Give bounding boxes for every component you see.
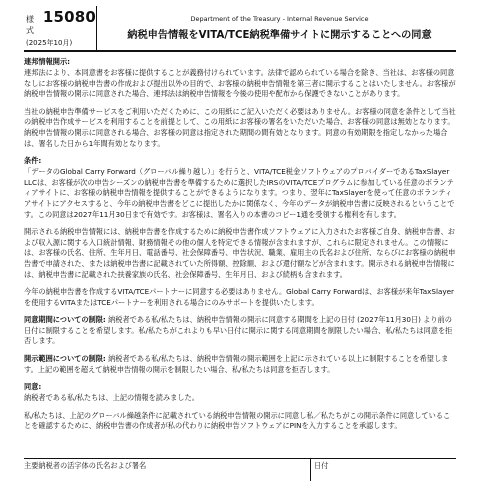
consent-period-body: 納税者である私/私たちは、納税申告情報の開示に同意する期間を上記の日付 (2027年11月30日) より前の日付に制限することを希望します。私/私たちがこれよりも早い日付に開示に関する同意期間を制限したい場合、私/私たちは同意を拒否します。 bbox=[24, 315, 453, 346]
form-content bbox=[24, 52, 456, 432]
primary-taxpayer-signature-field[interactable]: 主要納税者の活字体の氏名および署名 bbox=[24, 459, 311, 481]
signature-date-field[interactable]: 日付 bbox=[314, 461, 329, 470]
disclosed-info-paragraph: 開示される納税申告情報には、納税申告書を作成するために納税申告書作成ソフトウェアに入力されたお客様ご自身、納税申告書、および収入源に関する入口統計情報、財務情報その他の個人を特定できる情報が含まれますが、これらに限定されません。この情報には、お客様の氏名、住所、生年月日、電話番号、社会保障番号、申告状況、職業、雇用主の氏名および住所、ならびにお客様の納税申告書で申請された、または納税申告書に記載されていた所得額、控除額、および還付額などが含まれます。開示される納税申告情報には、納税申告書に記載された扶養家族の氏名、社会保障番号、生年月日、および続柄も含まれます。 bbox=[24, 227, 456, 279]
federal-disclosure-paragraph-1: 連邦法により、本同意書をお客様に提供することが義務付けられています。法律で認められている場合を除き、当社は、お客様の同意なしにお客様の納税申告書の作成および提出以外の目的で、お客様の納税申告情報を第三者に開示することはいたしません。お客様が納税申告情報の開示に同意された場合、連邦法は納税申告情報を今後の使用や配布から保護できないことがあります。 bbox=[24, 68, 456, 99]
form-number-box bbox=[24, 6, 97, 50]
disclosure-scope-limit bbox=[24, 354, 456, 375]
disclosure-scope-body: 納税者である私/私たちは、納税申告情報の開示範囲を上記に示されている以上に制限することを希望します。上記の範囲を超えて納税申告情報の開示を制限したい場合、私/私たちは同意を拒否します。 bbox=[24, 354, 449, 374]
form-header bbox=[24, 6, 456, 52]
form-number: 15080 bbox=[42, 8, 96, 26]
form-title: 納税申告情報をVITA/TCE納税準備サイトに開示することへの同意 bbox=[127, 30, 432, 41]
form-number-line bbox=[26, 8, 96, 36]
disclosure-scope-heading: 開示範囲についての制限: bbox=[24, 354, 106, 364]
terms-heading: 条件: bbox=[24, 156, 42, 166]
consent-period-limit bbox=[24, 315, 456, 347]
agency-name: Department of the Treasury - Internal Revenue Service bbox=[190, 15, 369, 23]
consent-paragraph-1: 納税者である私/私たちは、上記の情報を読みました。 bbox=[24, 393, 199, 403]
signature-row bbox=[24, 458, 456, 481]
form-label: 様式 bbox=[26, 15, 34, 35]
form-revision-date: (2025年10月) bbox=[26, 39, 73, 47]
federal-disclosure-paragraph-2: 当社の納税申告準備サービスをご利用いただくために、この用紙にご記入いただく必要はありません。お客様の同意を条件として当社の納税申告作成サービスを利用することを前提として、この用紙にお客様の署名をいただいた場合、お客様の同意は無効となります。納税申告情報の開示に同意される場合、お客様の同意は指定された期間の間有効となります。同意の有効期限を指定しなかった場合は、署名した日から1年間有効となります。 bbox=[24, 106, 456, 148]
consent-heading: 同意: bbox=[24, 382, 42, 392]
consent-paragraph-2: 私/私たちは、上記のグローバル繰越条件に記載されている納税申告情報の開示に同意し私／私たちがこの開示条件に同意していることを確認するために、納税申告書の作成者が私の代わりに納税申告ソフトウェアにPINを入力することを承認します。 bbox=[24, 410, 451, 431]
title-box bbox=[97, 6, 456, 50]
consent-period-heading: 同意期間についての制限: bbox=[24, 315, 106, 325]
federal-disclosure-heading: 連邦情報開示: bbox=[24, 57, 70, 66]
terms-paragraph: 「データのGlobal Carry Forward（グローバル繰り越し）」を行うと、VITA/TCE税金ソフトウェアのプロバイダーであるTaxSlayer LLCは、お客様が次の申告シーズンの納税申告書を準備するために選択したIRSのVITA/TCEプログラムに参加している任意のボランティアサイトに、お客様の納税申告情報を提供することができるようになります。つまり、翌年にTaxSlayerを使って任意のボランティアサイトにアクセスすると、今年の納税申告書をどこに提出したかに関係なく、今年のデータが納税申告書に反映されるということです。この同意は2027年11月30日まで有効です。お客様は、署名入りの本書のコピー1通を受領する権利を有します。 bbox=[24, 167, 455, 219]
partner-paragraph: 今年の納税申告書を作成するVITA/TCEパートナーに同意する必要はありません。Global Carry Forwardは、お客様が来年TaxSlayerを使用するVITAまたはTCEパートナーを利用される場合にのみサポートを提供いたします。 bbox=[24, 287, 454, 307]
